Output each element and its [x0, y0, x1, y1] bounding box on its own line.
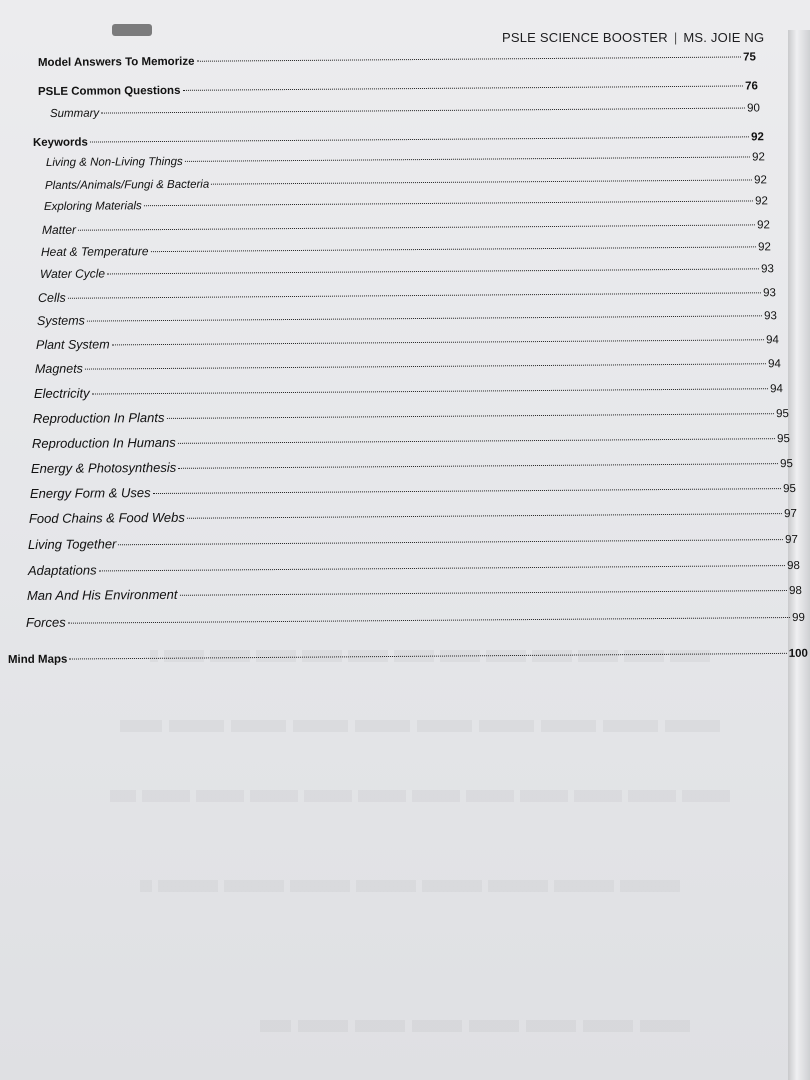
toc-page-number: 92: [752, 151, 765, 164]
toc-entry-title: Magnets: [34, 361, 83, 376]
toc-entry-title: Food Chains & Food Webs: [28, 509, 185, 526]
dot-leader: [197, 56, 742, 61]
dot-leader: [179, 590, 787, 596]
dot-leader: [151, 246, 757, 252]
toc-page-number: 92: [754, 174, 767, 187]
dot-leader: [118, 539, 783, 545]
toc-entry-title: Man And His Environment: [26, 586, 178, 603]
bleed-through-text: [110, 790, 730, 802]
dot-leader: [166, 413, 774, 419]
toc-entry-title: Forces: [25, 614, 66, 630]
bleed-through-text: [260, 1020, 690, 1032]
dot-leader: [107, 268, 759, 274]
toc-entry-summary[interactable]: [50, 102, 760, 120]
toc-entry-title: Keywords: [32, 136, 88, 149]
toc-entry-heat-temperature[interactable]: [41, 239, 771, 259]
toc-page-number: 94: [766, 334, 779, 347]
toc-entry-title: Adaptations: [27, 562, 97, 578]
toc-entry-title: PSLE Common Questions: [37, 84, 181, 98]
toc-entry-title: Model Answers To Memorize: [37, 55, 195, 69]
toc-page-number: 90: [747, 102, 760, 115]
toc-entry-man-environment[interactable]: [27, 582, 802, 603]
dot-leader: [99, 565, 786, 571]
bleed-through-text: [140, 880, 680, 892]
toc-page-number: 94: [768, 358, 781, 371]
toc-entry-title: Water Cycle: [39, 266, 106, 281]
toc-entry-title: Plants/Animals/Fungi & Bacteria: [44, 178, 210, 192]
toc-entry-title: Systems: [36, 313, 85, 328]
toc-entry-systems[interactable]: [37, 308, 777, 328]
toc-page-number: 94: [770, 383, 783, 396]
toc-entry-plant-system[interactable]: [36, 332, 779, 352]
dot-leader: [69, 653, 786, 660]
dot-leader: [185, 156, 750, 161]
dot-leader: [144, 200, 753, 206]
toc-entry-food-chains[interactable]: [29, 505, 797, 526]
toc-entry-mind-maps[interactable]: [8, 648, 808, 666]
toc-entry-cells[interactable]: [38, 285, 776, 305]
toc-page-number: 98: [789, 584, 802, 598]
toc-entry-water-cycle[interactable]: [40, 261, 774, 281]
book-title: PSLE SCIENCE BOOSTER: [502, 30, 668, 45]
toc-entry-exploring-materials[interactable]: [44, 195, 768, 213]
toc-entry-adaptations[interactable]: [28, 557, 800, 578]
toc-page-number: 92: [757, 219, 770, 232]
dot-leader: [101, 108, 745, 114]
dot-leader: [92, 388, 769, 394]
author-name: MS. JOIE NG: [683, 30, 765, 45]
toc-entry-matter[interactable]: [42, 217, 770, 237]
toc-page-number: 75: [743, 51, 756, 64]
toc-entry-title: Reproduction In Humans: [31, 434, 176, 451]
toc-entry-psle-common-questions[interactable]: [38, 80, 758, 98]
toc-page-number: 97: [785, 533, 798, 547]
toc-page-number: 92: [758, 241, 771, 254]
toc-page-number: 93: [764, 310, 777, 323]
toc-entry-title: Electricity: [33, 385, 90, 401]
dot-leader: [68, 617, 790, 624]
toc-entry-keywords[interactable]: [33, 131, 764, 149]
toc-page-number: 97: [784, 507, 797, 521]
dot-leader: [182, 85, 743, 90]
dot-leader: [85, 363, 766, 369]
toc-page-number: 95: [777, 433, 790, 446]
toc-entry-plants-animals[interactable]: [45, 174, 767, 192]
dot-leader: [78, 224, 755, 230]
toc-page-number: 93: [763, 287, 776, 300]
toc-page-number: 99: [792, 611, 805, 624]
toc-entry-living-non-living[interactable]: [46, 151, 765, 169]
toc-entry-model-answers[interactable]: [38, 51, 756, 69]
toc-entry-title: Exploring Materials: [43, 200, 142, 213]
dot-leader: [178, 438, 775, 444]
dot-leader: [87, 315, 762, 321]
toc-entry-title: Cells: [37, 290, 66, 305]
toc-entry-title: Plant System: [35, 337, 110, 352]
toc-entry-forces[interactable]: [26, 609, 805, 630]
toc-page-number: 95: [783, 482, 796, 496]
toc-page-number: 93: [761, 263, 774, 276]
toc-entry-title: Energy Form & Uses: [29, 485, 151, 501]
dot-leader: [68, 292, 761, 298]
toc-page-number: 92: [751, 131, 764, 144]
toc-entry-title: Summary: [49, 107, 100, 120]
dot-leader: [211, 179, 752, 184]
toc-entry-title: Reproduction In Plants: [32, 409, 165, 426]
toc-entry-title: Living & Non-Living Things: [45, 155, 183, 169]
toc-entry-energy-form-uses[interactable]: [30, 480, 796, 501]
toc-entry-living-together[interactable]: [28, 531, 798, 552]
toc-page-number: 95: [776, 408, 789, 421]
toc-entry-electricity[interactable]: [34, 380, 783, 401]
toc-entry-energy-photosynthesis[interactable]: [31, 455, 793, 476]
dot-leader: [153, 488, 782, 494]
toc-entry-title: Mind Maps: [7, 653, 68, 666]
toc-entry-title: Heat & Temperature: [40, 244, 149, 259]
dot-leader: [178, 463, 778, 469]
toc-entry-title: Energy & Photosynthesis: [30, 459, 177, 476]
header-separator: |: [673, 30, 678, 45]
toc-page-number: 100: [788, 647, 808, 660]
toc-entry-magnets[interactable]: [35, 356, 781, 376]
toc-entry-title: Living Together: [27, 536, 117, 552]
toc-page-number: 98: [787, 559, 800, 573]
dot-leader: [90, 136, 749, 142]
dot-leader: [112, 339, 765, 345]
toc-page-number: 76: [745, 80, 758, 93]
bleed-through-text: [120, 720, 720, 732]
toc-entry-title: Matter: [41, 222, 77, 237]
toc-page-number: 92: [755, 195, 768, 208]
toc-page-number: 95: [780, 458, 793, 471]
toc-entry-reproduction-humans[interactable]: [32, 430, 790, 451]
toc-entry-reproduction-plants[interactable]: [33, 405, 789, 426]
dot-leader: [187, 513, 782, 519]
